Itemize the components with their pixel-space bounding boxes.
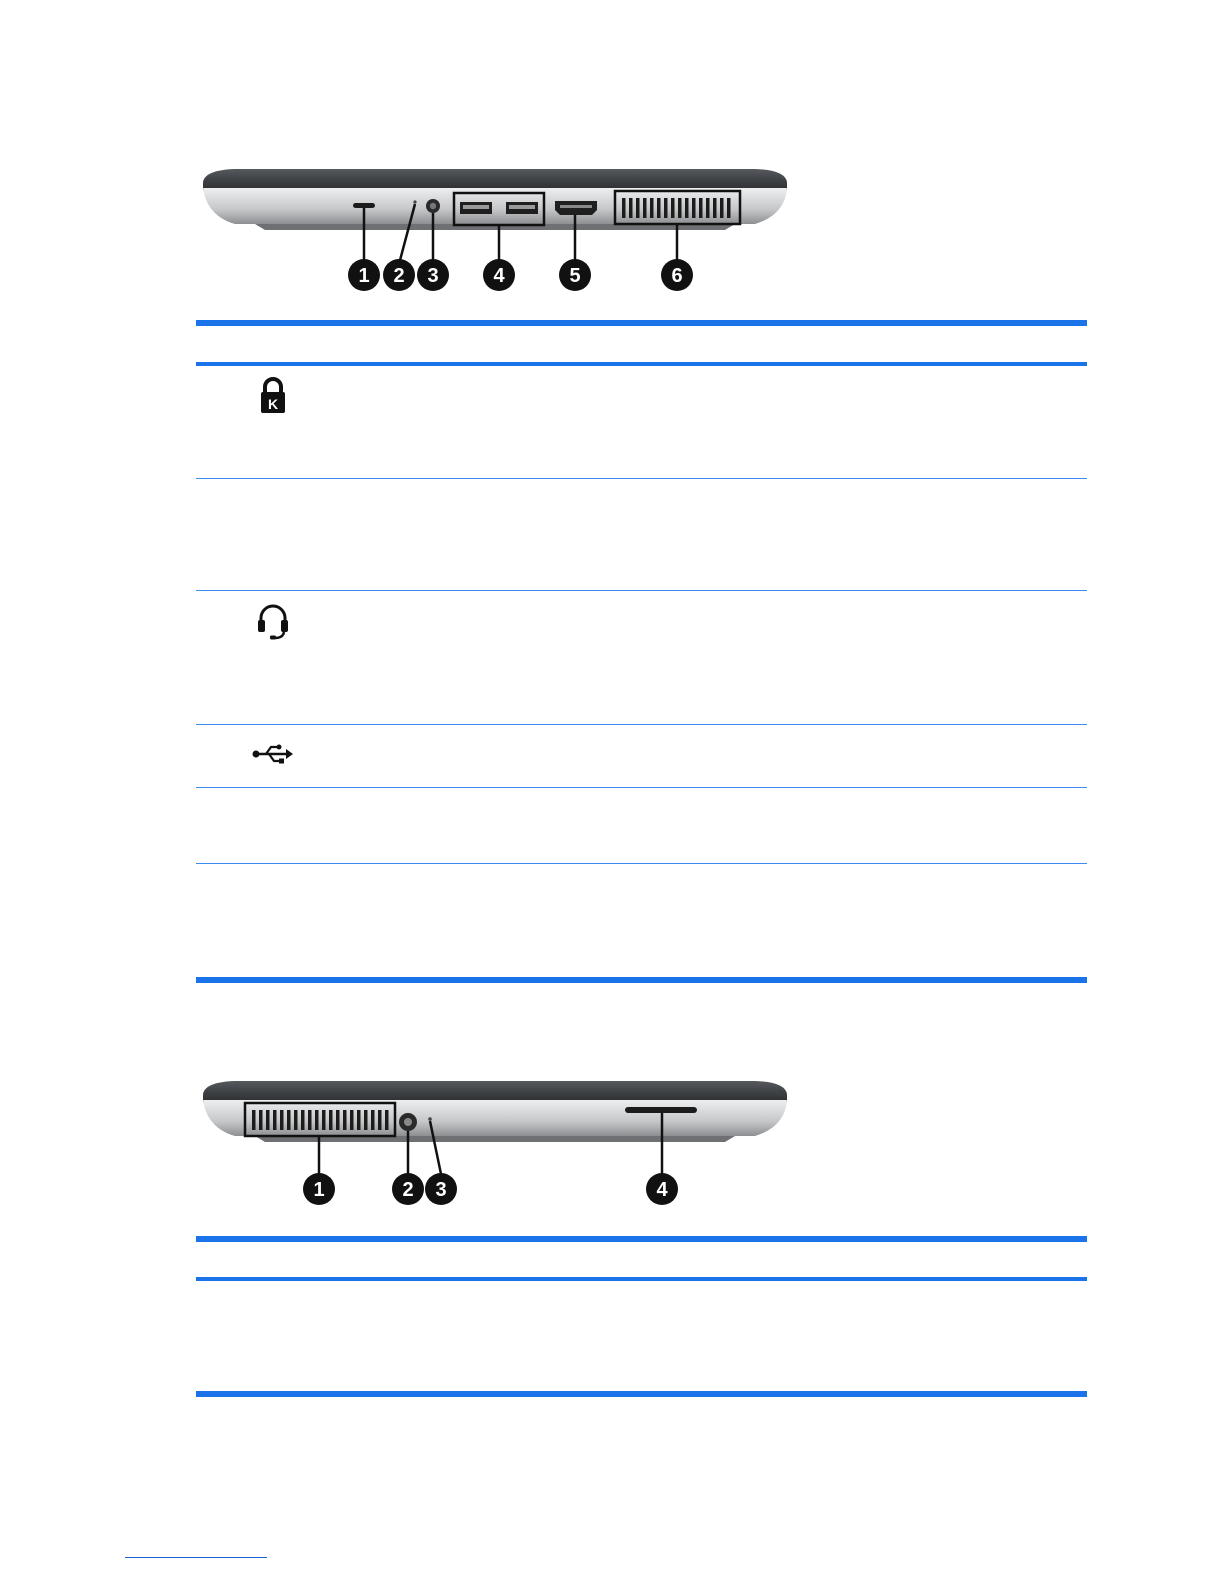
usb-icon [252, 743, 294, 765]
figure1-callouts [195, 258, 795, 294]
callout-4 [646, 1173, 678, 1205]
svg-text:K: K [267, 396, 279, 412]
callout-5 [559, 259, 591, 291]
security-lock-icon [258, 376, 288, 416]
svg-text:5: 5 [569, 265, 581, 287]
row-divider [196, 478, 1087, 479]
svg-text:1: 1 [313, 1179, 325, 1201]
svg-text:4: 4 [656, 1179, 668, 1201]
callout-6 [661, 259, 693, 291]
table-header-rule [196, 362, 1087, 366]
footer-rule [125, 1557, 267, 1558]
svg-text:6: 6 [671, 265, 683, 287]
svg-text:4: 4 [493, 265, 505, 287]
callout-1 [348, 259, 380, 291]
svg-text:2: 2 [393, 265, 405, 287]
table-bottom-rule [196, 1391, 1087, 1397]
callout-3 [417, 259, 449, 291]
callout-4 [483, 259, 515, 291]
table-bottom-rule [196, 977, 1087, 983]
svg-text:2: 2 [402, 1179, 414, 1201]
row-divider [196, 590, 1087, 591]
row-divider [196, 724, 1087, 725]
svg-text:3: 3 [427, 265, 439, 287]
table-top-rule [196, 1236, 1087, 1242]
callout-1 [303, 1173, 335, 1205]
table-top-rule [196, 320, 1087, 326]
callout-2 [383, 259, 415, 291]
headset-icon [255, 601, 291, 641]
figure2-callouts [195, 1172, 795, 1208]
row-divider [196, 863, 1087, 864]
callout-3 [425, 1173, 457, 1205]
table-header-rule [196, 1277, 1087, 1281]
callout-2 [392, 1173, 424, 1205]
row-divider [196, 787, 1087, 788]
svg-text:3: 3 [435, 1179, 447, 1201]
svg-text:1: 1 [358, 265, 370, 287]
